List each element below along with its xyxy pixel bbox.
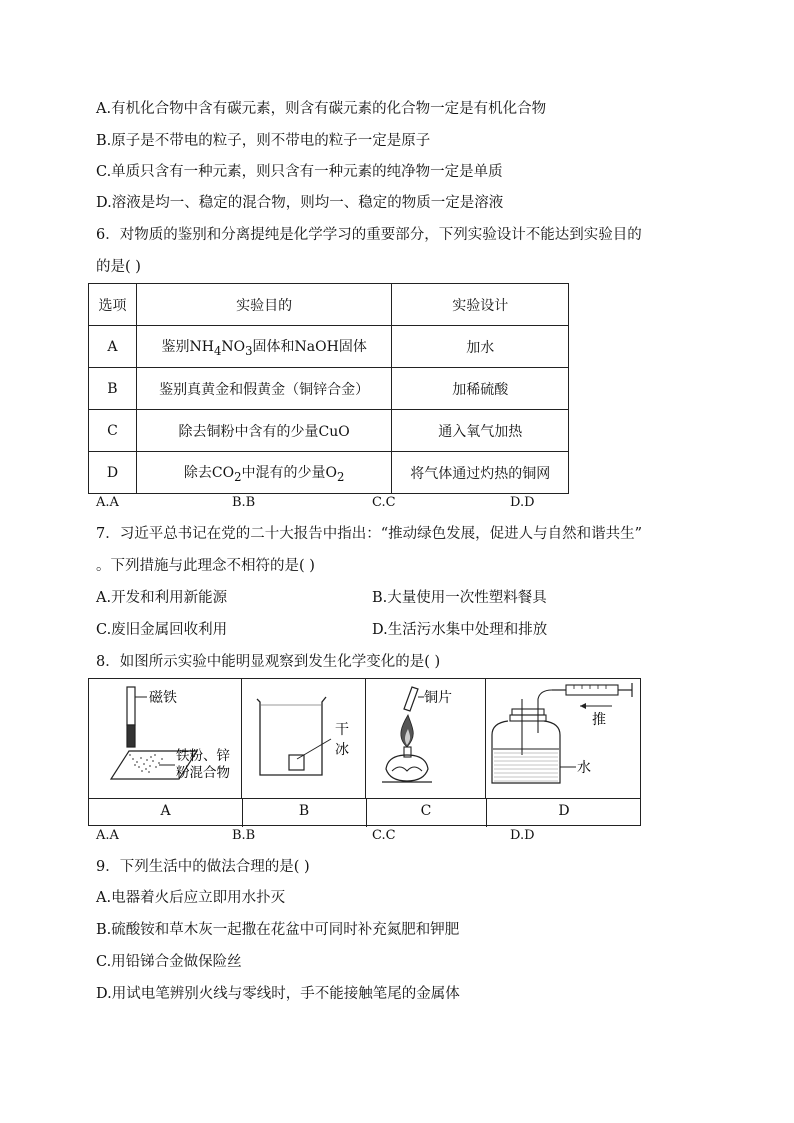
q9-option-b: B.硫酸铵和草木灰一起撒在花盆中可同时补充氮肥和钾肥 — [96, 922, 460, 938]
choice-d[interactable]: D.D — [510, 828, 535, 843]
q7-option-d: D.生活污水集中处理和排放 — [372, 622, 548, 638]
q8-figure — [88, 678, 641, 826]
choice-a[interactable]: A.A — [96, 828, 119, 843]
figure-label-b: B — [298, 803, 310, 819]
alcohol-lamp-copper-illustration — [366, 679, 485, 797]
q8-stem: 8．如图所示实验中能明显观察到发生化学变化的是( ) — [96, 654, 441, 670]
dry-ice-label-2: 冰 — [335, 742, 349, 758]
table-cell-purpose: 除去铜粉中含有的少量CuO — [136, 410, 392, 452]
table-cell-design: 加水 — [392, 326, 569, 368]
figure-label-c: C — [420, 803, 432, 819]
table-header: 实验设计 — [392, 284, 569, 326]
q9-option-c: C.用铅锑合金做保险丝 — [96, 954, 242, 970]
figure-panel-d — [486, 679, 642, 798]
magnet-powder-illustration — [89, 679, 241, 797]
q7-options-row2 — [96, 618, 696, 640]
choice-c[interactable]: C.C — [372, 495, 396, 510]
q6-stem-line2: 的是( ) — [96, 259, 141, 275]
copper-label: 铜片 — [424, 690, 452, 706]
q5-option-c: C.单质只含有一种元素，则只含有一种元素的纯净物一定是单质 — [96, 164, 503, 180]
powder-label-line1: 铁粉、锌 — [176, 748, 230, 764]
q6-choices — [96, 495, 556, 513]
choice-b[interactable]: B.B — [232, 495, 256, 510]
q6-table — [88, 283, 569, 494]
choice-d[interactable]: D.D — [510, 495, 535, 510]
choice-b[interactable]: B.B — [232, 828, 256, 843]
table-cell-purpose: 鉴别$NH_4NO_3$固体和NaOH固体 — [136, 326, 392, 368]
q5-option-a: A.有机化合物中含有碳元素，则含有碳元素的化合物一定是有机化合物 — [96, 101, 547, 117]
figure-panel-a — [89, 679, 242, 798]
choice-c[interactable]: C.C — [372, 828, 396, 843]
table-row — [89, 452, 569, 494]
table-cell-purpose: 鉴别真黄金和假黄金（铜锌合金） — [136, 368, 392, 410]
beaker-dry-ice-illustration — [242, 679, 365, 797]
magnet-label: 磁铁 — [149, 690, 177, 706]
table-row — [89, 410, 569, 452]
figure-label-a: A — [160, 803, 171, 819]
table-header: 选项 — [89, 284, 137, 326]
figure-panel-c — [366, 679, 486, 798]
q9-option-d: D.用试电笔辨别火线与零线时，手不能接触笔尾的金属体 — [96, 986, 460, 1002]
q9-option-a: A.电器着火后应立即用水扑灭 — [96, 890, 286, 906]
table-cell-purpose: 除去$CO_2$中混有的少量$O_2$ — [136, 452, 392, 494]
q7-stem-line2: 。下列措施与此理念不相符的是( ) — [96, 558, 315, 574]
table-header-row — [89, 284, 569, 326]
q5-option-b: B.原子是不带电的粒子，则不带电的粒子一定是原子 — [96, 133, 431, 149]
q7-option-b: B.大量使用一次性塑料餐具 — [372, 590, 547, 606]
table-row — [89, 326, 569, 368]
q7-stem-line1: 7．习近平总书记在党的二十大报告中指出：“推动绿色发展，促进人与自然和谐共生” — [96, 526, 643, 542]
dry-ice-label-1: 干 — [335, 722, 349, 738]
figure-label-row — [89, 798, 640, 827]
table-cell-design: 加稀硫酸 — [392, 368, 569, 410]
push-label: 推 — [592, 712, 606, 728]
table-cell-option: D — [89, 452, 137, 494]
q7-option-a: A.开发和利用新能源 — [96, 590, 228, 606]
choice-a[interactable]: A.A — [96, 495, 119, 510]
table-cell-option: A — [89, 326, 137, 368]
q8-choices — [96, 828, 556, 846]
figure-panel-b — [242, 679, 366, 798]
table-row — [89, 368, 569, 410]
bottle-syringe-illustration — [486, 679, 640, 797]
table-cell-design: 通入氧气加热 — [392, 410, 569, 452]
table-cell-option: B — [89, 368, 137, 410]
q7-options-row1 — [96, 586, 696, 608]
water-label: 水 — [577, 760, 591, 776]
q7-option-c: C.废旧金属回收利用 — [96, 622, 228, 638]
powder-label-line2: 粉混合物 — [176, 765, 230, 781]
table-header: 实验目的 — [136, 284, 392, 326]
table-cell-option: C — [89, 410, 137, 452]
figure-label-d: D — [558, 803, 570, 819]
q5-option-d: D.溶液是均一、稳定的混合物，则均一、稳定的物质一定是溶液 — [96, 195, 504, 211]
q9-stem: 9．下列生活中的做法合理的是( ) — [96, 859, 310, 875]
q6-stem-line1: 6．对物质的鉴别和分离提纯是化学学习的重要部分，下列实验设计不能达到实验目的 — [96, 227, 642, 243]
table-cell-design: 将气体通过灼热的铜网 — [392, 452, 569, 494]
